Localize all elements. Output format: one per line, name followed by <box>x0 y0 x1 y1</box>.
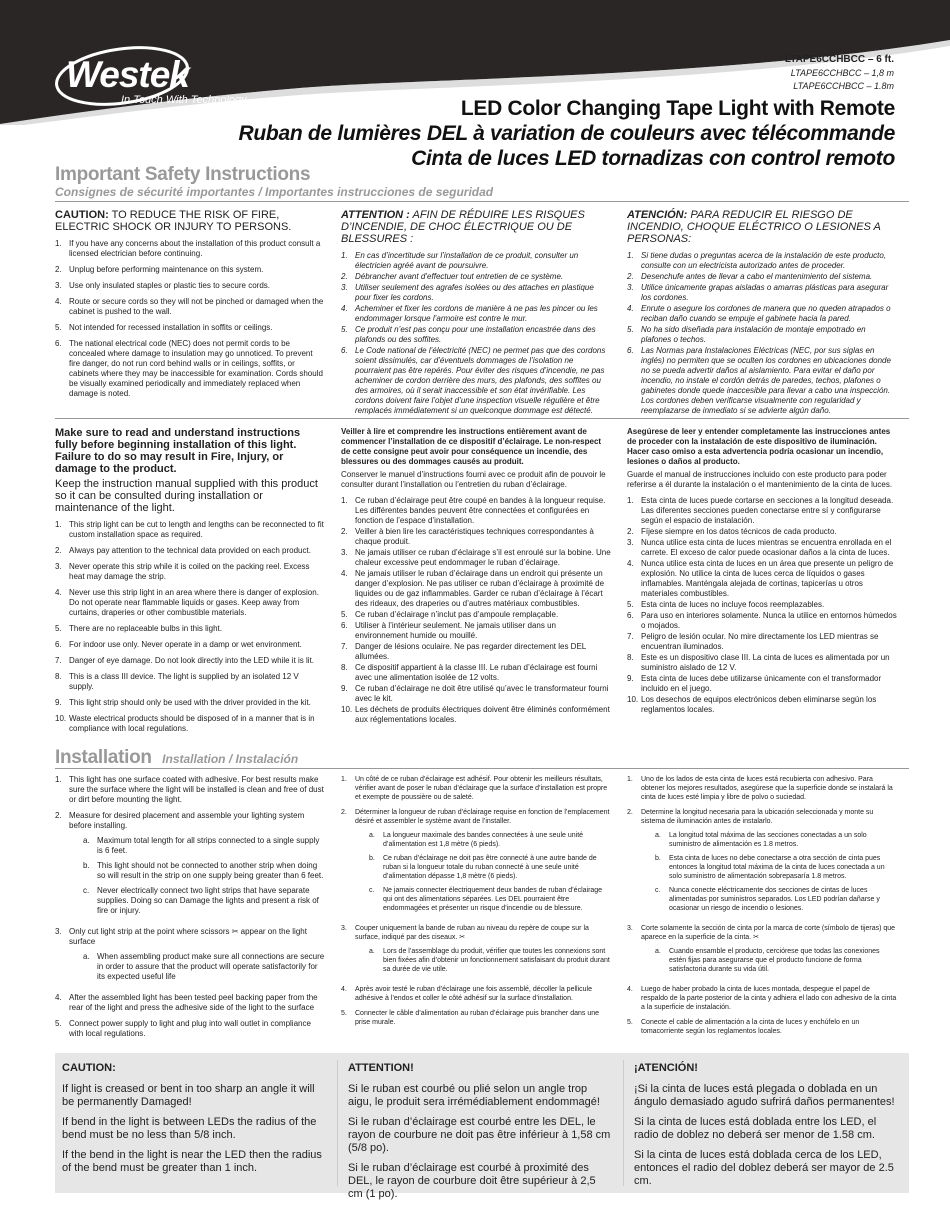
brand-tagline: In Touch With Technology <box>121 94 247 106</box>
list-item <box>341 985 611 1003</box>
install-en <box>55 775 325 1045</box>
list-item <box>55 323 325 333</box>
sub-list-item <box>369 854 611 881</box>
list-number: 9. <box>627 674 634 683</box>
list-item <box>627 674 897 694</box>
list-text: Conecte el cable de alimentación a la cinta de luces y enchúfelo en un tomacorriente según los reglamentos locales. <box>641 1019 860 1035</box>
list-text: Las Normas para Instalaciones Eléctricas (NEC, por sus siglas en inglés) no permiten que se oculten los cordones en ubicaciones donde no se pueda advertir daños al aislamiento. Para evitar el daño por incendio, no instale el cordón detrás de paredes, techos, plafones o gabinetes donde quede inaccesible para llevar a cabo una inspección. Los cordones deben verificarse visualmente con regularidad y reemplazarse de inmediato si se advierte algún daño. <box>641 346 891 415</box>
sub-list-text: This light should not be connected to another strip when doing so will result in the strip on one supply being greater than 6 feet. <box>97 861 324 880</box>
list-item <box>341 610 611 620</box>
list-number: 2. <box>627 527 634 536</box>
caution-box-text: If the bend in the light is near the LED then the radius of the bend must be greater than 1 inch. <box>62 1149 322 1174</box>
list-text: Unplug before performing maintenance on this system. <box>69 265 264 274</box>
list-number: 2. <box>627 809 633 816</box>
caution-box-text: Si la cinta de luces está doblada entre los LED, el radio de doblez no deberá ser menor de 1.58 cm. <box>634 1116 877 1141</box>
list-item <box>341 642 611 662</box>
list-number: 2. <box>341 809 347 816</box>
list-item <box>55 520 325 540</box>
sub-list-item <box>83 886 325 916</box>
installation-subheading: Installation / Instalación <box>162 752 299 766</box>
list-text: Peligro de lesión ocular. No mire directamente los LED mientras se encuentran iluminados. <box>641 632 879 651</box>
list-number: 4. <box>627 304 634 313</box>
list-item <box>55 698 325 708</box>
usage-intro-en: Keep the instruction manual supplied with this product so it can be consulted during installation or maintenance of the light. <box>55 478 318 514</box>
caution-label-fr: ATTENTION : <box>341 209 410 221</box>
list-number: 3. <box>55 562 62 571</box>
sub-list-letter: a. <box>369 832 375 839</box>
list-item <box>55 588 325 618</box>
list-item <box>55 993 325 1013</box>
list-number: 7. <box>55 656 62 665</box>
list-item <box>55 927 325 987</box>
list-number: 1. <box>627 776 633 783</box>
list-text: Para uso en interiores solamente. Nunca la utilice en entornos húmedos o mojados. <box>641 611 897 630</box>
list-item <box>55 811 325 921</box>
list-number: 1. <box>341 496 348 505</box>
list-text: Use only insulated staples or plastic ties to secure cords. <box>69 281 270 290</box>
sub-list-letter: c. <box>83 886 90 895</box>
caution-box-text: Si le ruban d’éclairage est courbé à proximité des DEL, le rayon de courbure doit être supérieur à 2,5 cm (1 po). <box>348 1162 596 1200</box>
caution-box-text: Si la cinta de luces está doblada cerca de los LED, entonces el radio del doblez deberá ser mayor de 2.5 cm. <box>634 1149 894 1187</box>
list-number: 7. <box>627 632 634 641</box>
list-number: 4. <box>341 569 348 578</box>
list-item <box>627 775 897 802</box>
install-list-en <box>55 775 325 1039</box>
list-number: 2. <box>55 265 62 274</box>
list-text: Connecter le câble d’alimentation au ruban d’éclairage puis brancher dans une prise murale. <box>355 1010 599 1026</box>
usage-intro-bold-es: Asegúrese de leer y entender completamente las instrucciones antes de proceder con la instalación de este dispositivo de iluminación. Hacer caso omiso a esta advertencia podría ocasionar un incendio, lesiones o daños al producto. <box>627 427 891 466</box>
list-text: Utiliser seulement des agrafes isolées ou des attaches en plastique pour fixer les cordons. <box>355 283 594 302</box>
list-number: 6. <box>341 346 348 355</box>
list-item <box>341 684 611 704</box>
list-item <box>627 924 897 979</box>
list-text: Measure for desired placement and assemble your lighting system before installing. <box>69 811 305 830</box>
list-item <box>627 1018 897 1036</box>
list-text: Never use this strip light in an area where there is danger of explosion. Do not operate near flammable liquids or gases. Keep away from curtains, draperies or other combustible materials. <box>69 588 319 617</box>
list-text: This strip light can be cut to length and lengths can be reconnected to fit custom installation space as required. <box>69 520 324 539</box>
list-number: 2. <box>627 272 634 281</box>
list-item <box>627 600 897 610</box>
list-text: Un côté de ce ruban d’éclairage est adhésif. Pour obtenir les meilleurs résultats, vérifier avant de poser le ruban d’éclairage que la surface d’installation est propre et exempte de poussière ou de saleté. <box>355 776 608 801</box>
sub-list-letter: a. <box>655 948 661 955</box>
list-text: If you have any concerns about the installation of this product consult a licensed electrician before continuing. <box>69 239 321 258</box>
usage-es <box>627 427 897 716</box>
list-item <box>55 281 325 291</box>
usage-en <box>55 427 325 740</box>
list-item <box>341 496 611 526</box>
list-text: Uno de los lados de esta cinta de luces está recubierta con adhesivo. Para obtener los mejores resultados, asegúrese que la superficie donde se instalará la cinta de luces esté limpia y libre de polvo o suciedad. <box>641 776 893 801</box>
list-item <box>627 695 897 715</box>
list-item <box>627 251 897 271</box>
usage-intro-es: Guarde el manual de instrucciones incluido con este producto para poder referirse a él durante la instalación o el mantenimiento de la cinta de luces. <box>627 470 893 489</box>
list-item <box>341 924 611 979</box>
list-number: 5. <box>341 610 348 619</box>
brand-logo: Westek <box>66 54 189 95</box>
list-text: No ha sido diseñada para instalación de montaje empotrado en plafones o techos. <box>641 325 866 344</box>
list-number: 5. <box>627 325 634 334</box>
safety-es <box>627 209 897 417</box>
list-item <box>627 632 897 652</box>
list-number: 3. <box>627 283 634 292</box>
sub-list-text: Never electrically connect two light strips that have separate supplies. Doing so can Damage the lights and present a risk of fire or injury. <box>97 886 319 915</box>
list-text: Not intended for recessed installation in soffits or ceilings. <box>69 323 273 332</box>
sub-list-item <box>83 836 325 856</box>
list-item <box>341 705 611 725</box>
list-item <box>341 1009 611 1027</box>
list-number: 1. <box>55 239 62 248</box>
sub-list-text: Lors de l’assemblage du produit, vérifier que toutes les connexions sont bien fixées afin d’obtenir un fonctionnement satisfaisant du produit durant sa durée de vie utile. <box>383 948 610 973</box>
list-number: 3. <box>341 925 347 932</box>
safety-fr <box>341 209 611 417</box>
install-list-es <box>627 775 897 1036</box>
list-text: Danger of eye damage. Do not look directly into the LED while it is lit. <box>69 656 315 665</box>
list-number: 5. <box>341 1010 347 1017</box>
divider <box>55 768 909 769</box>
list-text: Waste electrical products should be disposed of in a manner that is in compliance with local regulations. <box>69 714 315 733</box>
list-item <box>627 808 897 918</box>
usage-list-en <box>55 520 325 734</box>
list-number: 1. <box>627 251 634 260</box>
list-item <box>627 985 897 1012</box>
caution-box-title-es: ¡ATENCIÓN! <box>634 1062 698 1074</box>
divider <box>337 1060 338 1186</box>
caution-heading-fr <box>341 209 611 245</box>
sub-list-text: La longitud total máxima de las secciones conectadas a un solo suministro de alimentación es 1.8 metros. <box>669 832 867 848</box>
list-item <box>627 304 897 324</box>
sku-fr: LTAPE6CCHBCC – 1,8 m <box>790 68 894 78</box>
sub-list-item <box>655 886 897 913</box>
list-item <box>341 527 611 547</box>
list-number: 5. <box>55 624 62 633</box>
divider <box>55 201 909 202</box>
list-text: Never operate this strip while it is coiled on the packing reel. Excess heat may damage the strip. <box>69 562 310 581</box>
list-item <box>341 663 611 683</box>
list-number: 6. <box>627 611 634 620</box>
caution-label-es: ATENCIÓN: <box>627 209 688 221</box>
sub-list-letter: b. <box>83 861 90 870</box>
list-text: Luego de haber probado la cinta de luces montada, despegue el papel de respaldo de la parte posterior de la cinta y adhiera el lado con adhesivo de la cinta a la superficie de instalación. <box>641 986 897 1011</box>
sub-list-letter: a. <box>369 948 375 955</box>
list-item <box>627 527 897 537</box>
list-number: 4. <box>627 559 634 568</box>
list-item <box>341 251 611 271</box>
list-number: 8. <box>627 653 634 662</box>
list-number: 2. <box>55 546 62 555</box>
list-text: Este es un dispositivo clase III. La cinta de luces es alimentada por un suministro aislado de 12 V. <box>641 653 890 672</box>
installation-heading-row <box>55 747 298 769</box>
list-text: This light strip should only be used with the driver provided in the kit. <box>69 698 311 707</box>
list-text: Desenchufe antes de llevar a cabo el mantenimiento del sistema. <box>641 272 873 281</box>
usage-intro-bold-fr: Veiller à lire et comprendre les instructions entièrement avant de commencer l’installation de ce dispositif d’éclairage. Le non-respect de cette consigne peut avoir pour conséquence un incendie, des blessures ou des dommages causés au produit. <box>341 427 602 466</box>
list-number: 4. <box>55 588 62 597</box>
list-number: 2. <box>341 272 348 281</box>
list-number: 1. <box>55 775 62 784</box>
list-item <box>55 546 325 556</box>
list-number: 5. <box>55 1019 62 1028</box>
sub-list-text: Cuando ensamble el producto, cerciórese que todas las conexiones estén fijas para asegurarse que el producto funcione de forma satisfactoria durante su vida útil. <box>669 948 880 973</box>
list-number: 1. <box>55 520 62 529</box>
list-text: Ce produit n’est pas conçu pour une installation encastrée dans des plafonds ou des soffites. <box>355 325 596 344</box>
list-item <box>55 265 325 275</box>
list-item <box>627 283 897 303</box>
sku-main: LTAPE6CCHBCC – 6 ft. <box>784 54 894 65</box>
caution-heading <box>55 209 325 233</box>
list-item <box>55 775 325 805</box>
caution-box-text: Si le ruban d’éclairage est courbé entre les DEL, le rayon de courbure ne doit pas être inférieur à 1,58 cm (5/8 po). <box>348 1116 611 1154</box>
list-text: Nunca utilice esta cinta de luces en un área que presente un peligro de explosión. No utilice la cinta de luces cerca de líquidos o gases inflamables. Manténgala alejada de cortinas, tapicerías u otros materiales combustibles. <box>641 559 894 598</box>
caution-box-text: Si le ruban est courbé ou plié selon un angle trop aigu, le produit sera irrémédiablement endommagé! <box>348 1083 600 1108</box>
caution-text-fr: AFIN DE RÉDUIRE LES RISQUES D’INCENDIE, DE CHOC ÉLECTRIQUE OU DE BLESSURES : <box>341 209 585 245</box>
safety-subheading: Consignes de sécurité importantes / Importantes instrucciones de seguridad <box>55 185 494 199</box>
sub-list-text: Nunca conecte eléctricamente dos secciones de cintas de luces alimentadas por suministros separados. Los LED podrían dañarse y ocasionar un riesgo de incendio o lesiones. <box>669 887 880 912</box>
list-number: 8. <box>55 672 62 681</box>
sub-list-item <box>369 831 611 849</box>
list-text: Enrute o asegure los cordones de manera que no queden atrapados o reciban daño cuando se empuje el gabinete hacia la pared. <box>641 304 891 323</box>
list-item <box>627 538 897 558</box>
title-es: Cinta de luces LED tornadizas con control remoto <box>411 147 895 170</box>
list-number: 3. <box>55 927 62 936</box>
list-text: Fíjese siempre en los datos técnicos de cada producto. <box>641 527 837 536</box>
list-text: Esta cinta de luces debe utilizarse únicamente con el transformador incluido en el juego. <box>641 674 882 693</box>
sub-list-letter: a. <box>83 952 90 961</box>
list-text: Ce ruban d’éclairage ne doit être utilisé qu’avec le transformateur fourni avec le kit. <box>355 684 609 703</box>
list-item <box>627 653 897 673</box>
list-item <box>55 339 325 399</box>
divider <box>55 418 909 419</box>
list-item <box>55 297 325 317</box>
sub-list-text: Ne jamais connecter électriquement deux bandes de ruban d’éclairage qui ont des alimentations séparées. Les DEL pourraient être endommagées et présenter un risque d’incendie ou de blessure. <box>383 887 603 912</box>
usage-intro-bold-en: Make sure to read and understand instructions fully before beginning installation of this light. Failure to do so may result in Fire, Injury, or damage to the product. <box>55 427 301 475</box>
caution-box-title-en: CAUTION: <box>62 1062 116 1074</box>
list-number: 4. <box>341 304 348 313</box>
list-text: Esta cinta de luces puede cortarse en secciones a la longitud deseada. Las diferentes secciones pueden conectarse entre sí y configurarse según el espacio de instalación. <box>641 496 894 525</box>
list-text: Esta cinta de luces no incluye focos reemplazables. <box>641 600 825 609</box>
list-item <box>627 611 897 631</box>
sub-list-text: Ce ruban d’éclairage ne doit pas être connecté à une autre bande de ruban si la longueur totale du ruban connecté à une seule unité d’alimentation dépasse 1,8 mètre (6 pieds). <box>383 855 597 880</box>
safety-list-es <box>627 251 897 416</box>
sub-list-item <box>655 854 897 881</box>
list-number: 7. <box>341 642 348 651</box>
sub-list-letter: c. <box>369 887 375 894</box>
list-number: 3. <box>55 281 62 290</box>
list-number: 4. <box>341 986 347 993</box>
list-item <box>341 548 611 568</box>
sub-list-item <box>369 886 611 913</box>
list-text: Connect power supply to light and plug into wall outlet in compliance with local regulations. <box>69 1019 311 1038</box>
list-item <box>55 640 325 650</box>
list-item <box>55 1019 325 1039</box>
list-number: 3. <box>627 538 634 547</box>
title-en: LED Color Changing Tape Light with Remote <box>460 97 895 120</box>
sku-es: LTAPE6CCHBCC – 1.8m <box>793 81 894 91</box>
list-number: 1. <box>341 776 347 783</box>
list-text: Los desechos de equipos electrónicos deben eliminarse según los reglamentos locales. <box>641 695 877 714</box>
caution-text-es: PARA REDUCIR EL RIESGO DE INCENDIO, CHOQUE ELÉCTRICO O LESIONES A PERSONAS: <box>627 209 881 245</box>
list-text: Couper uniquement la bande de ruban au niveau du repère de coupe sur la surface, indiqué par des ciseaux. ✂ <box>355 925 589 941</box>
list-item <box>55 656 325 666</box>
sub-list-item <box>83 952 325 982</box>
sub-list-letter: a. <box>655 832 661 839</box>
list-number: 2. <box>55 811 62 820</box>
sub-list-text: Esta cinta de luces no debe conectarse a otra sección de cinta pues entonces la longitud total máxima de la cinta de luces conectada a un solo suministro de alimentación sobrepasaría 1.8 metros. <box>669 855 885 880</box>
list-text: Always pay attention to the technical data provided on each product. <box>69 546 311 555</box>
list-text: Veiller à bien lire les caractéristiques techniques correspondantes à chaque produit. <box>355 527 594 546</box>
list-text: This is a class III device. The light is supplied by an isolated 12 V supply. <box>69 672 299 691</box>
safety-list-fr <box>341 251 611 416</box>
usage-intro-fr: Conserver le manuel d’instructions fourni avec ce produit afin de pouvoir le consulter durant l’installation ou l’entretien du ruban d’éclairage. <box>341 470 606 489</box>
list-number: 5. <box>55 323 62 332</box>
list-text: Acheminer et fixer les cordons de manière à ne pas les pincer ou les endommager lorsque l’armoire est contre le mur. <box>355 304 598 323</box>
list-text: Nunca utilice esta cinta de luces mientras se encuentra enrollada en el carrete. El exceso de calor puede ocasionar daños a la cinta de luces. <box>641 538 892 557</box>
safety-en <box>55 209 325 405</box>
usage-list-es <box>627 496 897 715</box>
safety-list-en <box>55 239 325 399</box>
list-text: Route or secure cords so they will not be pinched or damaged when the cabinet is pushed to the wall. <box>69 297 324 316</box>
sub-list-item <box>369 947 611 974</box>
list-item <box>627 559 897 599</box>
list-number: 3. <box>341 548 348 557</box>
list-item <box>341 775 611 802</box>
list-item <box>341 272 611 282</box>
caution-box-en <box>62 1062 327 1182</box>
list-text: Ce ruban d’éclairage peut être coupé en bandes à la longueur requise. Les différentes bandes peuvent être connectées et configurées en fonction de l’espace d’installation. <box>355 496 606 525</box>
list-text: Ne jamais utiliser le ruban d’éclairage dans un endroit qui présente un danger d’explosion. Ne pas utiliser ce ruban d’éclairage à proximité de liquides ou de gaz inflammables. Garder ce ruban d’éclairage à l’écart des rideaux, des draperies ou d’autres matériaux combustibles. <box>355 569 605 608</box>
install-list-fr <box>341 775 611 1027</box>
list-text: Utiliser à l’intérieur seulement. Ne jamais utiliser dans un environnement humide ou mouillé. <box>355 621 556 640</box>
list-number: 1. <box>627 496 634 505</box>
list-item <box>627 325 897 345</box>
list-text: The national electrical code (NEC) does not permit cords to be concealed where damage to insulation may go unnoticed. To prevent fire danger, do not run cord behind walls or in ceilings, soffits, or cabinets where they may be inaccessible for examination. Cords should be visually examined periodically and immediately replaced when damage is noted. <box>69 339 323 398</box>
divider <box>623 1060 624 1186</box>
list-text: After the assembled light has been tested peel backing paper from the rear of the light and press the adhesive side of the light to the surface <box>69 993 318 1012</box>
list-item <box>341 304 611 324</box>
list-item <box>55 562 325 582</box>
list-item <box>341 569 611 609</box>
caution-box-title-fr: ATTENTION! <box>348 1062 414 1074</box>
caution-box-text: ¡Si la cinta de luces está plegada o doblada en un ángulo demasiado agudo sufrirá daños permanentes! <box>634 1083 895 1108</box>
list-number: 1. <box>341 251 348 260</box>
safety-heading: Important Safety Instructions <box>55 164 311 185</box>
list-item <box>55 239 325 259</box>
list-number: 4. <box>55 993 62 1002</box>
list-item <box>627 496 897 526</box>
list-number: 6. <box>627 346 634 355</box>
sub-list-text: Maximum total length for all strips connected to a single supply is 6 feet. <box>97 836 320 855</box>
list-item <box>55 624 325 634</box>
usage-list-fr <box>341 496 611 725</box>
list-number: 8. <box>341 663 348 672</box>
list-text: This light has one surface coated with adhesive. For best results make sure the surface where the light will be installed is clean and free of dust or dirt before mounting the light. <box>69 775 324 804</box>
list-text: There are no replaceable bulbs in this light. <box>69 624 222 633</box>
list-text: Utilice únicamente grapas aisladas o amarras plásticas para asegurar los cordones. <box>641 283 889 302</box>
list-number: 4. <box>627 986 633 993</box>
caution-box-fr <box>348 1062 613 1208</box>
installation-heading: Installation <box>55 747 152 768</box>
title-fr: Ruban de lumières DEL à variation de couleurs avec télécommande <box>238 122 895 145</box>
sub-list-letter: b. <box>655 855 661 862</box>
list-text: Only cut light strip at the point where scissors ✂ appear on the light surface <box>69 927 307 946</box>
list-item <box>341 346 611 416</box>
list-number: 5. <box>627 600 634 609</box>
sub-list-item <box>655 947 897 974</box>
sub-list-text: La longueur maximale des bandes connectées à une seule unité d’alimentation est 1,8 mètre (6 pieds). <box>383 832 584 848</box>
list-number: 3. <box>627 925 633 932</box>
sub-list-item <box>655 831 897 849</box>
list-number: 3. <box>341 283 348 292</box>
list-item <box>55 672 325 692</box>
install-es <box>627 775 897 1042</box>
list-text: Corte solamente la sección de cinta por la marca de corte (símbolo de tijeras) que aparece en la superficie de la cinta. ✂ <box>641 925 896 941</box>
list-item <box>341 621 611 641</box>
list-text: Si tiene dudas o preguntas acerca de la instalación de este producto, consulte con un electricista autorizado antes de proceder. <box>641 251 887 270</box>
sub-list-item <box>83 861 325 881</box>
list-number: 9. <box>341 684 348 693</box>
list-text: Le Code national de l’électricité (NEC) ne permet pas que des cordons soient dissimulés, car d’éventuels dommages de l’isolation ne pourraient pas être repérés. Pour éviter des risques d’incendie, ne pas acheminer de cordon derrière des murs, des plafonds, des soffites ou des armoires, où il serait inaccessible et son état invérifiable. Les cordons doivent faire l’objet d’une inspection visuelle régulière et être remplacés immédiatement si un quelconque dommage est détecté. <box>355 346 606 415</box>
caution-label: CAUTION: <box>55 209 109 221</box>
list-text: En cas d’incertitude sur l’installation de ce produit, consulter un électricien agréé avant de poursuivre. <box>355 251 579 270</box>
caution-box-text: If bend in the light is between LEDs the radius of the bend must be no less than 5/8 inch. <box>62 1116 317 1141</box>
list-text: Ce dispositif appartient à la classe III. Le ruban d’éclairage est fourni avec une alimentation isolée de 12 volts. <box>355 663 598 682</box>
list-number: 10. <box>55 714 67 723</box>
list-text: Danger de lésions oculaire. Ne pas regarder directement les DEL allumées. <box>355 642 586 661</box>
list-item <box>627 272 897 282</box>
list-number: 10. <box>627 695 639 704</box>
list-text: Ne jamais utiliser ce ruban d’éclairage s’il est enroulé sur la bobine. Une chaleur excessive peut endommager le ruban d’éclairage. <box>355 548 611 567</box>
list-text: Déterminer la longueur de ruban d’éclairage requise en fonction de l’emplacement désiré et assembler le système avant de l’installer. <box>355 809 610 825</box>
list-text: For indoor use only. Never operate in a damp or wet environment. <box>69 640 302 649</box>
list-item <box>627 346 897 416</box>
install-fr <box>341 775 611 1033</box>
list-number: 10. <box>341 705 353 714</box>
list-number: 6. <box>341 621 348 630</box>
caution-heading-es <box>627 209 897 245</box>
usage-fr <box>341 427 611 726</box>
list-number: 4. <box>55 297 62 306</box>
list-number: 5. <box>341 325 348 334</box>
list-number: 5. <box>627 1019 633 1026</box>
caution-box-es <box>634 1062 899 1195</box>
sub-list-text: When assembling product make sure all connections are secure in order to assure that the product will operate satisfactorily for its expected useful life <box>97 952 325 981</box>
list-item <box>341 325 611 345</box>
list-text: Les déchets de produits électriques doivent être éliminés conformément aux réglementations locales. <box>355 705 610 724</box>
list-text: Après avoir testé le ruban d’éclairage une fois assemblé, décoller la pellicule adhésive à l’endos et coller le côté adhésif sur la surface d’installation. <box>355 986 592 1002</box>
sub-list-letter: b. <box>369 855 375 862</box>
list-text: Débrancher avant d’effectuer tout entretien de ce système. <box>355 272 564 281</box>
caution-text: TO REDUCE THE RISK OF FIRE, ELECTRIC SHOCK OR INJURY TO PERSONS. <box>55 209 292 233</box>
list-item <box>341 283 611 303</box>
list-number: 6. <box>55 339 62 348</box>
caution-box-text: If light is creased or bent in too sharp an angle it will be permanently Damaged! <box>62 1083 315 1108</box>
list-number: 9. <box>55 698 62 707</box>
list-number: 2. <box>341 527 348 536</box>
list-item <box>341 808 611 918</box>
sub-list-letter: c. <box>655 887 661 894</box>
list-text: Determine la longitud necesaria para la ubicación seleccionada y monte su sistema de iluminación antes de instalarlo. <box>641 809 874 825</box>
list-text: Ce ruban d’éclairage n’inclut pas d’ampoule remplaçable. <box>355 610 559 619</box>
list-item <box>55 714 325 734</box>
list-number: 6. <box>55 640 62 649</box>
sub-list-letter: a. <box>83 836 90 845</box>
